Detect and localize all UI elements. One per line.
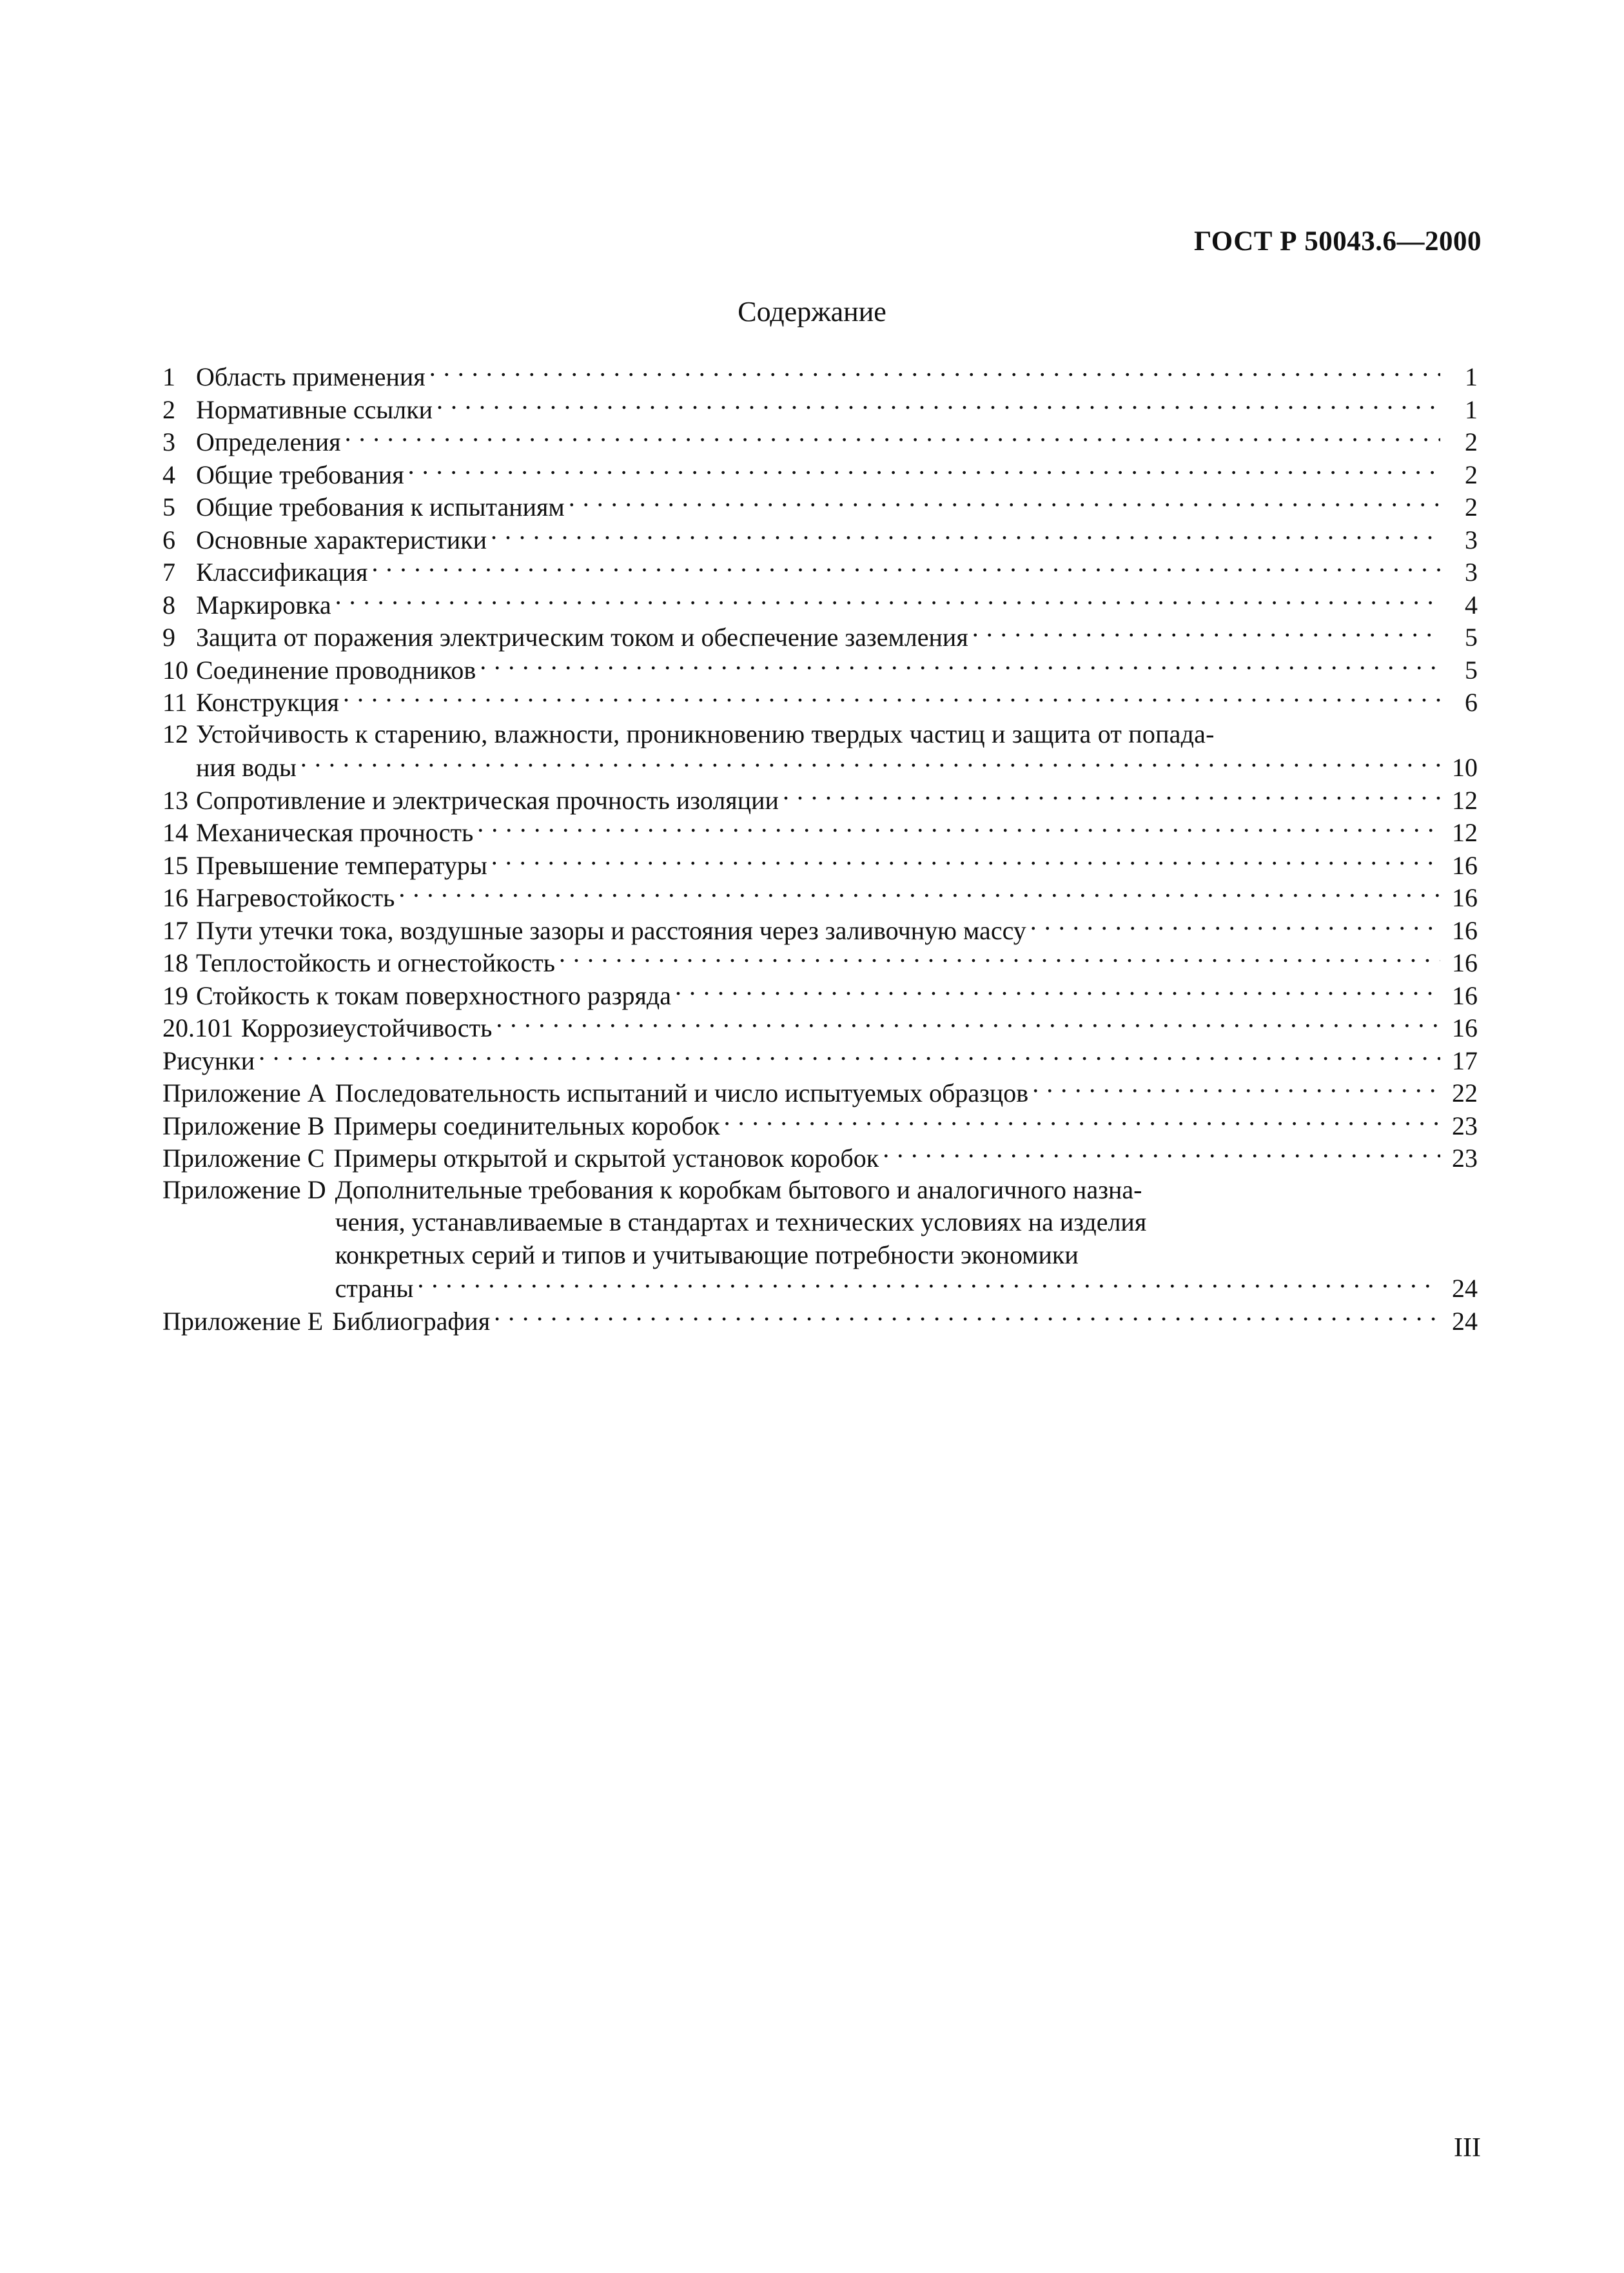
toc-entry-page: 10: [1452, 753, 1478, 782]
toc-entry-page: 4: [1465, 590, 1478, 619]
toc-entry-number: 7: [162, 558, 175, 587]
toc-entry-label: Превышение температуры: [196, 850, 487, 880]
toc-entry: [162, 620, 1478, 653]
toc-entry-label: Теплостойкость и огнестойкость: [196, 948, 555, 977]
toc-entry-page: 6: [1465, 688, 1478, 717]
toc-leader-dots: [496, 1011, 1440, 1037]
toc-entry-page: 12: [1452, 785, 1478, 815]
toc-entry-number: Приложение D: [162, 1175, 326, 1204]
toc-entry-label: Коррозиеустойчивость: [241, 1013, 493, 1042]
toc-leader-dots: [1032, 1076, 1440, 1102]
toc-entry-label-line: чения, устанавливаемые в стандартах и технических условиях на изделия: [335, 1207, 1147, 1236]
toc-entry-label: Область применения: [196, 362, 426, 391]
toc-entry-number: 10: [162, 655, 188, 685]
toc-entry-page: 1: [1465, 395, 1478, 424]
toc-entry: [162, 1011, 1478, 1044]
toc-entry-number: 18: [162, 948, 188, 977]
toc-entry-page: 23: [1452, 1111, 1478, 1140]
toc-entry-number: 12: [162, 719, 188, 748]
toc-entry: [162, 555, 1478, 588]
table-of-contents: [162, 360, 1478, 1336]
toc-entry-label-line: Устойчивость к старению, влажности, проникновению твердых частиц и защита от попада-: [196, 719, 1215, 748]
toc-leader-dots: [1030, 913, 1440, 939]
toc-entry-page: 3: [1465, 558, 1478, 587]
toc-entry-label: Механическая прочность: [196, 818, 474, 847]
toc-entry-page: 2: [1465, 460, 1478, 489]
toc-entry: [162, 425, 1478, 458]
toc-entry: [162, 685, 1478, 718]
toc-entry-label: Нормативные ссылки: [196, 395, 433, 424]
toc-entry-page: 24: [1452, 1306, 1478, 1336]
toc-entry-page: 16: [1452, 948, 1478, 977]
toc-entry: [162, 490, 1478, 523]
toc-leader-dots: [259, 1044, 1440, 1069]
toc-entry-label: Основные характеристики: [196, 525, 487, 554]
toc-entry-label: Библиография: [332, 1306, 491, 1336]
toc-leader-dots: [436, 393, 1440, 418]
toc-entry-number: 11: [162, 688, 188, 717]
toc-entry-page: 16: [1452, 915, 1478, 945]
toc-entry-label-line: конкретных серий и типов и учитывающие потребности экономики: [335, 1240, 1079, 1269]
toc-entry-number: Приложение Е: [162, 1306, 324, 1336]
toc-entry-label-line: страны: [335, 1274, 414, 1303]
toc-entry-label-line: Дополнительные требования к коробкам бытового и аналогичного назна-: [335, 1175, 1142, 1204]
toc-entry: [162, 946, 1478, 979]
toc-entry-label: Примеры соединительных коробок: [333, 1111, 720, 1140]
toc-entry-page: 22: [1452, 1078, 1478, 1107]
toc-entry-number: 2: [162, 395, 175, 424]
toc-leader-dots: [724, 1109, 1440, 1135]
toc-entry-number: 9: [162, 623, 175, 652]
toc-entry: [162, 360, 1478, 393]
toc-entry-number: 4: [162, 460, 175, 489]
toc-entry-label: Маркировка: [196, 590, 331, 619]
toc-leader-dots: [477, 815, 1440, 841]
toc-entry-number: 16: [162, 883, 188, 912]
toc-entry-label: Классификация: [196, 558, 368, 587]
toc-entry: [162, 815, 1478, 848]
toc-entry-number: 20.101: [162, 1013, 233, 1042]
toc-entry-number: 17: [162, 915, 188, 945]
toc-entry-page: 16: [1452, 1013, 1478, 1042]
toc-entry: [162, 979, 1478, 1011]
page-number: III: [1454, 2133, 1481, 2163]
toc-entry-number: 8: [162, 590, 175, 619]
toc-leader-dots: [335, 588, 1440, 614]
toc-leader-dots: [491, 523, 1440, 549]
toc-entry-page: 16: [1452, 883, 1478, 912]
toc-entry-label: Соединение проводников: [196, 655, 476, 685]
toc-entry-number: 19: [162, 980, 188, 1010]
toc-entry-page: 1: [1465, 362, 1478, 391]
toc-entry-number: 5: [162, 493, 175, 522]
toc-leader-dots: [345, 425, 1440, 451]
toc-leader-dots: [417, 1271, 1440, 1297]
toc-leader-dots: [494, 1304, 1440, 1330]
toc-entry-page: 17: [1452, 1046, 1478, 1075]
toc-entry-page: 12: [1452, 818, 1478, 847]
toc-entry-number: Приложение В: [162, 1111, 325, 1140]
toc-entry: [162, 393, 1478, 425]
toc-entry: [162, 881, 1478, 913]
toc-entry-label-line: ния воды: [196, 753, 297, 782]
toc-entry-number: 3: [162, 427, 175, 456]
toc-entry-page: 16: [1452, 850, 1478, 880]
toc-entry-page: 5: [1465, 623, 1478, 652]
toc-entry-page: 2: [1465, 493, 1478, 522]
toc-leader-dots: [300, 750, 1440, 776]
toc-entry: [162, 523, 1478, 556]
toc-entry-label: Рисунки: [162, 1046, 255, 1075]
toc-entry-label: Последовательность испытаний и число испытуемых образцов: [335, 1078, 1029, 1107]
toc-leader-dots: [398, 881, 1440, 906]
toc-entry-label: Общие требования к испытаниям: [196, 493, 565, 522]
toc-leader-dots: [408, 458, 1440, 483]
toc-entry-page: 16: [1452, 980, 1478, 1010]
toc-entry-label: Пути утечки тока, воздушные зазоры и расстояния через заливочную массу: [196, 915, 1026, 945]
toc-entry: [162, 458, 1478, 491]
toc-entry: [162, 1304, 1478, 1337]
toc-entry-number: 1: [162, 362, 175, 391]
toc-entry-number: Приложение А: [162, 1078, 326, 1107]
toc-entry-label: Общие требования: [196, 460, 404, 489]
toc-entry-multiline: [162, 718, 1478, 783]
toc-entry: [162, 1141, 1478, 1174]
toc-entry-label: Нагревостойкость: [196, 883, 395, 912]
toc-leader-dots: [371, 555, 1440, 581]
toc-entry-label: Защита от поражения электрическим током и обеспечение заземления: [196, 623, 968, 652]
toc-entry-label: Сопротивление и электрическая прочность изоляции: [196, 785, 779, 815]
toc-title: Содержание: [738, 296, 886, 327]
toc-entry: [162, 653, 1478, 686]
toc-entry-page: 3: [1465, 525, 1478, 554]
toc-entry-label: Стойкость к токам поверхностного разряда: [196, 980, 671, 1010]
toc-entry-label: Примеры открытой и скрытой установок коробок: [333, 1144, 879, 1173]
toc-entry-page: 5: [1465, 655, 1478, 685]
toc-leader-dots: [429, 360, 1440, 385]
toc-entry-page: 23: [1452, 1144, 1478, 1173]
toc-leader-dots: [883, 1141, 1440, 1167]
toc-entry: [162, 848, 1478, 881]
toc-entry-page: 2: [1465, 427, 1478, 456]
toc-leader-dots: [783, 783, 1440, 809]
toc-entry: [162, 1076, 1478, 1109]
toc-entry: [162, 588, 1478, 621]
toc-entry-multiline: [162, 1174, 1478, 1304]
toc-entry-number: 6: [162, 525, 175, 554]
toc-entry-number: 14: [162, 818, 188, 847]
toc-leader-dots: [491, 848, 1440, 874]
toc-entry-label: Определения: [196, 427, 341, 456]
toc-entry: [162, 783, 1478, 816]
toc-entry-page: 24: [1452, 1274, 1478, 1303]
toc-leader-dots: [480, 653, 1440, 679]
toc-leader-dots: [343, 685, 1440, 711]
document-code: ГОСТ Р 50043.6—2000: [1193, 226, 1482, 257]
toc-entry: [162, 913, 1478, 946]
toc-leader-dots: [972, 620, 1440, 646]
toc-leader-dots: [675, 979, 1440, 1004]
toc-leader-dots: [569, 490, 1440, 516]
toc-entry: [162, 1044, 1478, 1077]
toc-entry-number: 13: [162, 785, 188, 815]
toc-leader-dots: [559, 946, 1440, 971]
toc-entry-number: 15: [162, 850, 188, 880]
toc-entry: [162, 1109, 1478, 1142]
toc-entry-number: Приложение С: [162, 1144, 325, 1173]
toc-entry-label: Конструкция: [196, 688, 339, 717]
